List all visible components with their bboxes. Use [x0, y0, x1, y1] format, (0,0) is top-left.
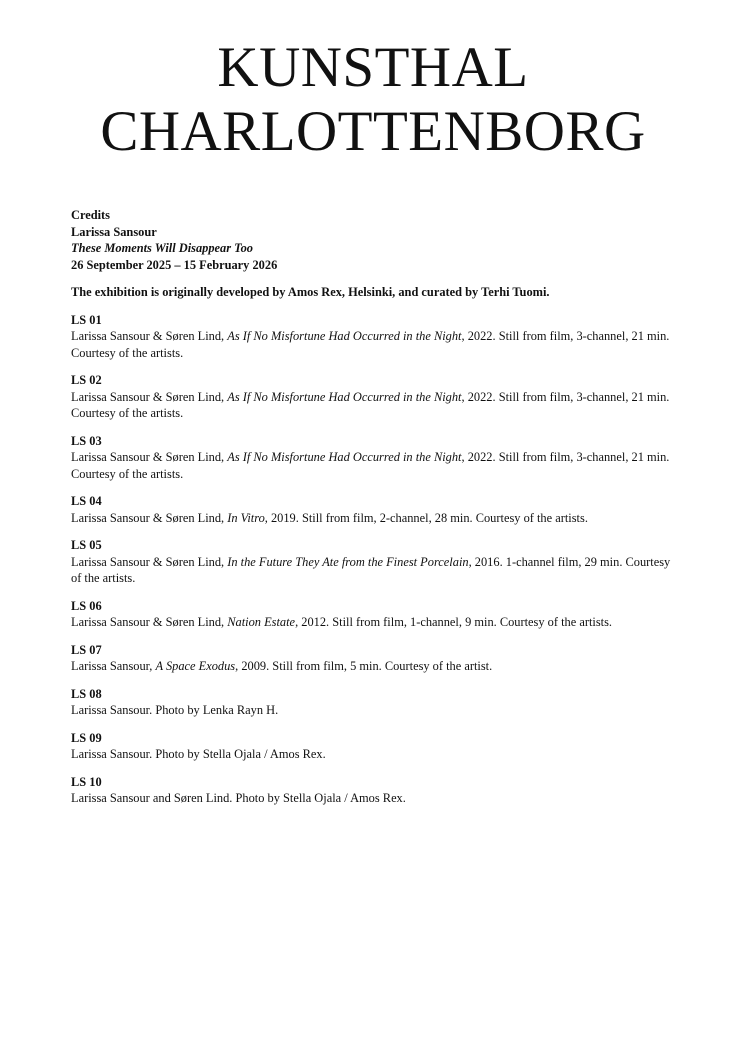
masthead-line-1: KUNSTHAL: [217, 36, 529, 99]
institution-logo-title: [0, 36, 746, 164]
credit-prefix: Larissa Sansour & Søren Lind,: [71, 615, 228, 629]
credit-prefix: Larissa Sansour,: [71, 659, 156, 673]
credit-code: LS 10: [71, 774, 102, 789]
credit-suffix: , 2016. 1-channel film, 29 min. Courtesy of the artists.: [71, 554, 671, 585]
credit-entry: [71, 493, 681, 526]
exhibition-title: These Moments Will Disappear Too: [71, 241, 253, 255]
work-title: As If No Misfortune Had Occurred in the Night: [227, 389, 462, 404]
credit-suffix: , 2022. Still from film, 3-channel, 21 min. Courtesy of the artists.: [71, 450, 670, 481]
credit-entry: [71, 598, 681, 631]
credit-entry: [71, 312, 681, 362]
credits-list: [71, 312, 681, 807]
credit-prefix: Larissa Sansour & Søren Lind,: [71, 554, 228, 569]
credit-entry: [71, 372, 681, 422]
credit-text: [71, 389, 681, 422]
credit-text: [71, 449, 681, 482]
credit-text: [71, 510, 681, 527]
credit-text: Larissa Sansour and Søren Lind. Photo by Stella Ojala / Amos Rex.: [71, 791, 406, 805]
credit-entry: [71, 774, 681, 807]
credit-prefix: Larissa Sansour & Søren Lind,: [71, 450, 228, 464]
credit-prefix: Larissa Sansour & Søren Lind,: [71, 389, 228, 404]
work-title: In Vitro: [227, 510, 265, 525]
credit-entry: [71, 642, 681, 675]
credit-entry: [71, 537, 681, 587]
credit-code: LS 09: [71, 730, 102, 745]
credit-entry: [71, 730, 681, 763]
credit-text: [71, 554, 681, 587]
credit-code: LS 05: [71, 538, 102, 552]
credit-code: LS 07: [71, 642, 102, 657]
credit-text: Larissa Sansour. Photo by Lenka Rayn H.: [71, 703, 279, 717]
credit-text: [71, 328, 681, 361]
credit-prefix: Larissa Sansour & Søren Lind,: [71, 329, 228, 343]
exhibition-dates: 26 September 2025 – 15 February 2026: [71, 257, 278, 272]
masthead-line-2: CHARLOTTENBORG: [100, 100, 646, 163]
credits-label: Credits: [71, 208, 111, 222]
credits-document: [71, 207, 681, 807]
credit-code: LS 06: [71, 598, 102, 613]
credit-code: LS 08: [71, 686, 102, 701]
credit-suffix: , 2012. Still from film, 1-channel, 9 min. Courtesy of the artists.: [295, 615, 613, 629]
credit-suffix: , 2022. Still from film, 3-channel, 21 min. Courtesy of the artists.: [71, 389, 670, 420]
credit-code: LS 04: [71, 494, 102, 508]
credit-prefix: Larissa Sansour & Søren Lind,: [71, 510, 228, 525]
credit-suffix: , 2022. Still from film, 3-channel, 21 min. Courtesy of the artists.: [71, 329, 670, 360]
credit-code: LS 01: [71, 312, 102, 327]
credits-header: [71, 207, 681, 273]
curatorial-statement: The exhibition is originally developed by Amos Rex, Helsinki, and curated by Terhi Tuomi.: [71, 285, 550, 299]
work-title: As If No Misfortune Had Occurred in the Night: [227, 329, 462, 343]
credit-text: Larissa Sansour. Photo by Stella Ojala / Amos Rex.: [71, 747, 326, 761]
credit-text: [71, 658, 681, 675]
credit-entry: [71, 433, 681, 483]
work-title: As If No Misfortune Had Occurred in the Night: [227, 450, 462, 464]
credit-code: LS 02: [71, 373, 102, 387]
credit-entry: [71, 686, 681, 719]
work-title: Nation Estate: [227, 615, 296, 629]
work-title: A Space Exodus: [155, 659, 236, 673]
credit-suffix: , 2009. Still from film, 5 min. Courtesy of the artist.: [235, 659, 493, 673]
credit-suffix: , 2019. Still from film, 2-channel, 28 min. Courtesy of the artists.: [264, 510, 588, 525]
credit-text: [71, 614, 681, 631]
artist-name: Larissa Sansour: [71, 224, 157, 239]
credit-code: LS 03: [71, 433, 102, 448]
work-title: In the Future They Ate from the Finest Porcelain: [227, 554, 469, 569]
